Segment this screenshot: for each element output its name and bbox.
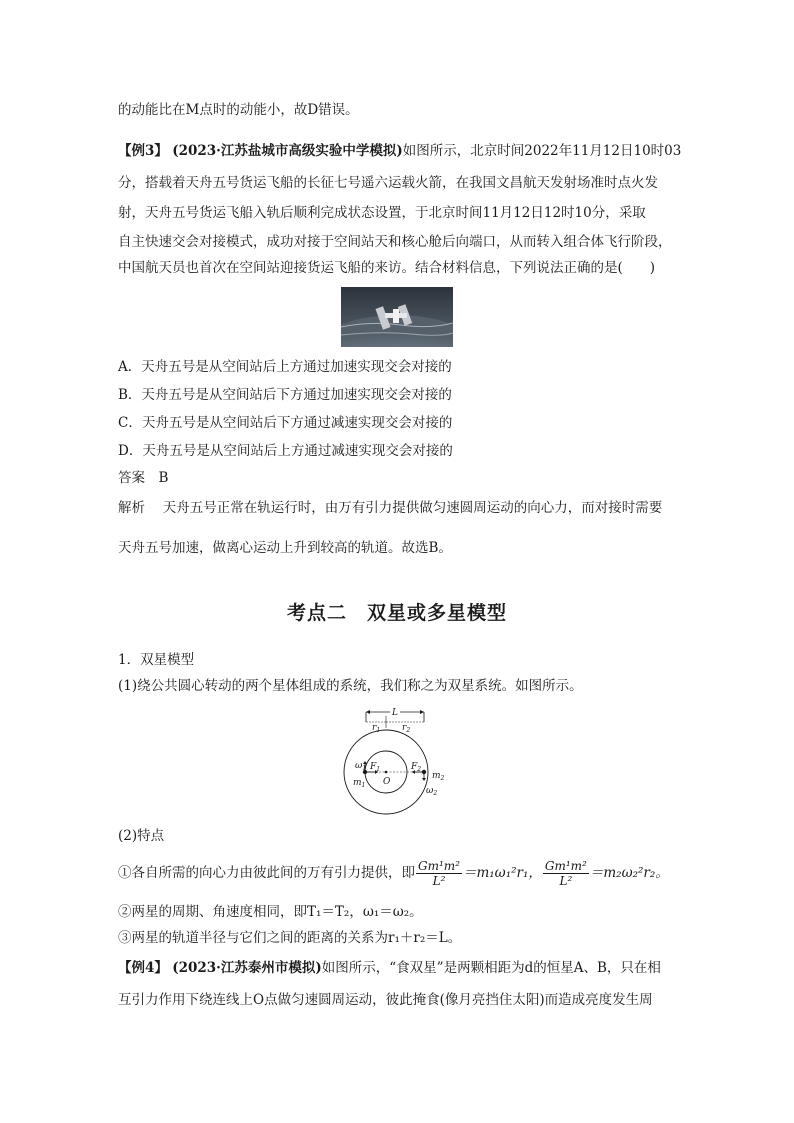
example3-text-line: 如图所示，北京时间2022年11月12日10时03: [402, 143, 682, 159]
section-title: 考点二 双星或多星模型: [286, 602, 507, 624]
example4-text-line: 如图所示，“食双星”是两颗相距为d的恒星A、B，只在相: [321, 960, 661, 976]
example3-first-line: [118, 141, 688, 161]
example3-text-line: 自主快速交会对接模式，成功对接于空间站天和核心舱后向端口，从而转入组合体飞行阶段，: [118, 234, 672, 250]
label-omega1: $\omega_1$: [355, 761, 367, 772]
label-F2: $F_2$: [411, 762, 422, 773]
feature-3: ③两星的轨道半径与它们之间的距离的关系为r₁＋r₂＝L。: [118, 930, 462, 946]
analysis-line: [118, 498, 688, 518]
label-r1: $r_1$: [372, 723, 381, 734]
example3-text-line: 中国航天员也首次在空间站迎接货运飞船的来访。结合材料信息，下列说法正确的是( ): [118, 260, 656, 276]
feature-1-rhs2: ＝m₂ω₂²r₂。: [589, 865, 669, 881]
example3-tag: 【例3】: [118, 143, 168, 159]
feature-2: ②两星的周期、角速度相同，即T₁＝T₂，ω₁＝ω₂。: [118, 904, 423, 920]
label-F1: $F_1$: [370, 762, 381, 773]
answer-line: 答案 B: [118, 470, 169, 486]
label-O: O: [383, 777, 391, 787]
intro-line: 的动能比在M点时的动能小，故D错误。: [118, 102, 359, 118]
example3-text-line: 分，搭载着天舟五号货运飞船的长征七号遥六运载火箭，在我国文昌航天发射场准时点火发: [118, 175, 658, 191]
option-c: C．天舟五号是从空间站后下方通过减速实现交会对接的: [118, 415, 453, 431]
example4-tag: 【例4】: [118, 960, 168, 976]
example4-first-line: [118, 958, 688, 978]
analysis-line: 天舟五号加速，做离心运动上升到较高的轨道。故选B。: [118, 540, 452, 556]
binary-star-diagram: [338, 700, 444, 820]
example3-source: (2023·江苏盐城市高级实验中学模拟): [172, 143, 403, 159]
label-r2: $r_2$: [402, 723, 411, 734]
analysis-label: 解析: [118, 500, 145, 516]
fraction-2: $\frac{\text{Gm¹m²}}{\text{L²}}$: [544, 859, 587, 888]
label-m1: $m_1$: [353, 778, 366, 789]
analysis-text: 天舟五号正常在轨运行时，由万有引力提供做匀速圆周运动的向心力，而对接时需要: [162, 500, 663, 516]
features-heading: (2)特点: [118, 828, 165, 844]
binary-heading: 1．双星模型: [118, 652, 195, 668]
label-L: L: [392, 708, 398, 718]
example4-source: (2023·江苏泰州市模拟): [172, 960, 322, 976]
space-station-photo: [341, 287, 453, 347]
feature-1: [118, 858, 688, 890]
example3-text-line: 射，天舟五号货运飞船入轨后顺利完成状态设置，于北京时间11月12日12时10分，采取: [118, 205, 646, 221]
feature-1-prefix: ①各自所需的向心力由彼此间的万有引力提供，即: [118, 865, 415, 881]
option-d: D．天舟五号是从空间站后上方通过减速实现交会对接的: [118, 443, 453, 459]
example4-text-line: 互引力作用下绕连线上O点做匀速圆周运动，彼此掩食(像月亮挡住太阳)而造成亮度发生周: [118, 992, 653, 1008]
label-m2: $m_2$: [432, 771, 444, 782]
binary-paragraph: (1)绕公共圆心转动的两个星体组成的系统，我们称之为双星系统。如图所示。: [118, 678, 583, 694]
label-omega2: $\omega_2$: [426, 786, 438, 797]
feature-1-rhs1: ＝m₁ω₁²r₁，: [462, 865, 542, 881]
option-a: A．天舟五号是从空间站后上方通过加速实现交会对接的: [118, 359, 452, 375]
fraction-1: $\frac{\text{Gm¹m²}}{\text{L²}}$: [418, 859, 460, 888]
option-b: B．天舟五号是从空间站后下方通过加速实现交会对接的: [118, 387, 452, 403]
